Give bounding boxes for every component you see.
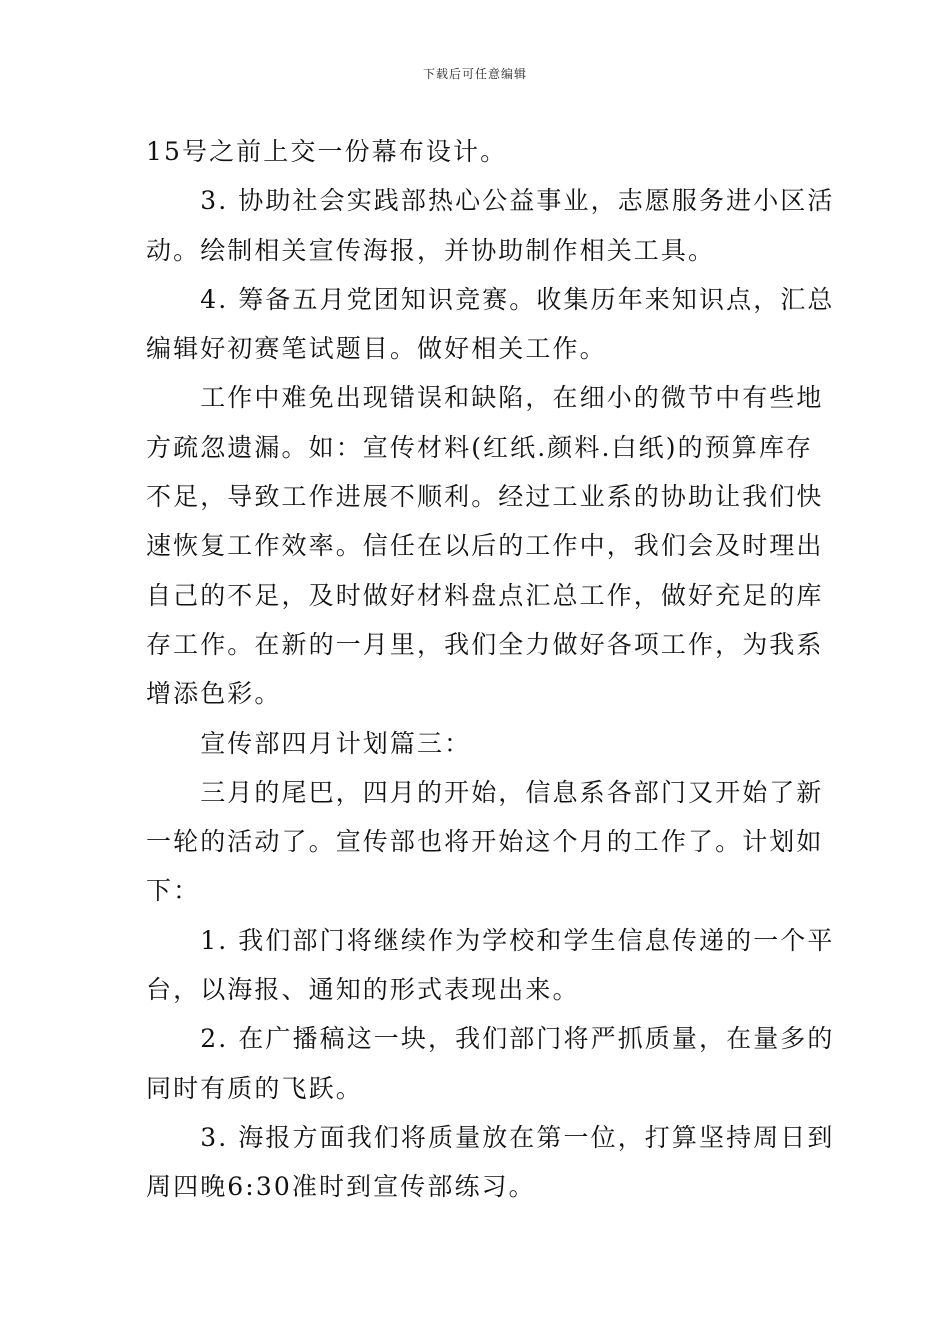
text-line: 周四晚6:30准时到宣传部练习。 — [146, 1172, 536, 1202]
text-line: 2. 在广播稿这一块，我们部门将严抓质量，在量多的 — [146, 1024, 835, 1054]
text-line: 一轮的活动了。宣传部也将开始这个月的工作了。计划如 — [146, 827, 824, 857]
text-line: 三月的尾巴，四月的开始，信息系各部门又开始了新 — [146, 777, 824, 807]
page-header: 下载后可任意编辑 — [422, 67, 527, 81]
text-line: 自己的不足，及时做好材料盘点汇总工作，做好充足的库 — [146, 580, 824, 610]
section-heading: 宣传部四月计划篇三： — [146, 728, 472, 758]
document-body — [146, 127, 835, 1212]
text-line: 存工作。在新的一月里，我们全力做好各项工作，为我系 — [146, 629, 824, 659]
text-line: 下： — [146, 876, 201, 906]
text-line: 动。绘制相关宣传海报，并协助制作相关工具。 — [146, 235, 716, 265]
text-line: 速恢复工作效率。信任在以后的工作中，我们会及时理出 — [146, 531, 824, 561]
text-line: 工作中难免出现错误和缺陷，在细小的微节中有些地 — [146, 383, 824, 413]
text-line: 台，以海报、通知的形式表现出来。 — [146, 975, 580, 1005]
text-line: 同时有质的飞跃。 — [146, 1073, 363, 1103]
text-line: 15号之前上交一份幕布设计。 — [146, 137, 508, 166]
text-line: 不足，导致工作进展不顺利。经过工业系的协助让我们快 — [146, 482, 824, 512]
text-line: 1. 我们部门将继续作为学校和学生信息传递的一个平 — [146, 925, 835, 955]
text-line: 4. 筹备五月党团知识竞赛。收集历年来知识点，汇总 — [146, 284, 835, 314]
text-line: 3. 海报方面我们将质量放在第一位，打算坚持周日到 — [146, 1122, 835, 1152]
text-line: 3. 协助社会实践部热心公益事业，志愿服务进小区活 — [146, 186, 835, 216]
text-line: 编辑好初赛笔试题目。做好相关工作。 — [146, 334, 607, 364]
text-line: 方疏忽遗漏。如：宣传材料(红纸.颜料.白纸)的预算库存 — [146, 432, 814, 462]
text-line: 增添色彩。 — [146, 679, 282, 709]
